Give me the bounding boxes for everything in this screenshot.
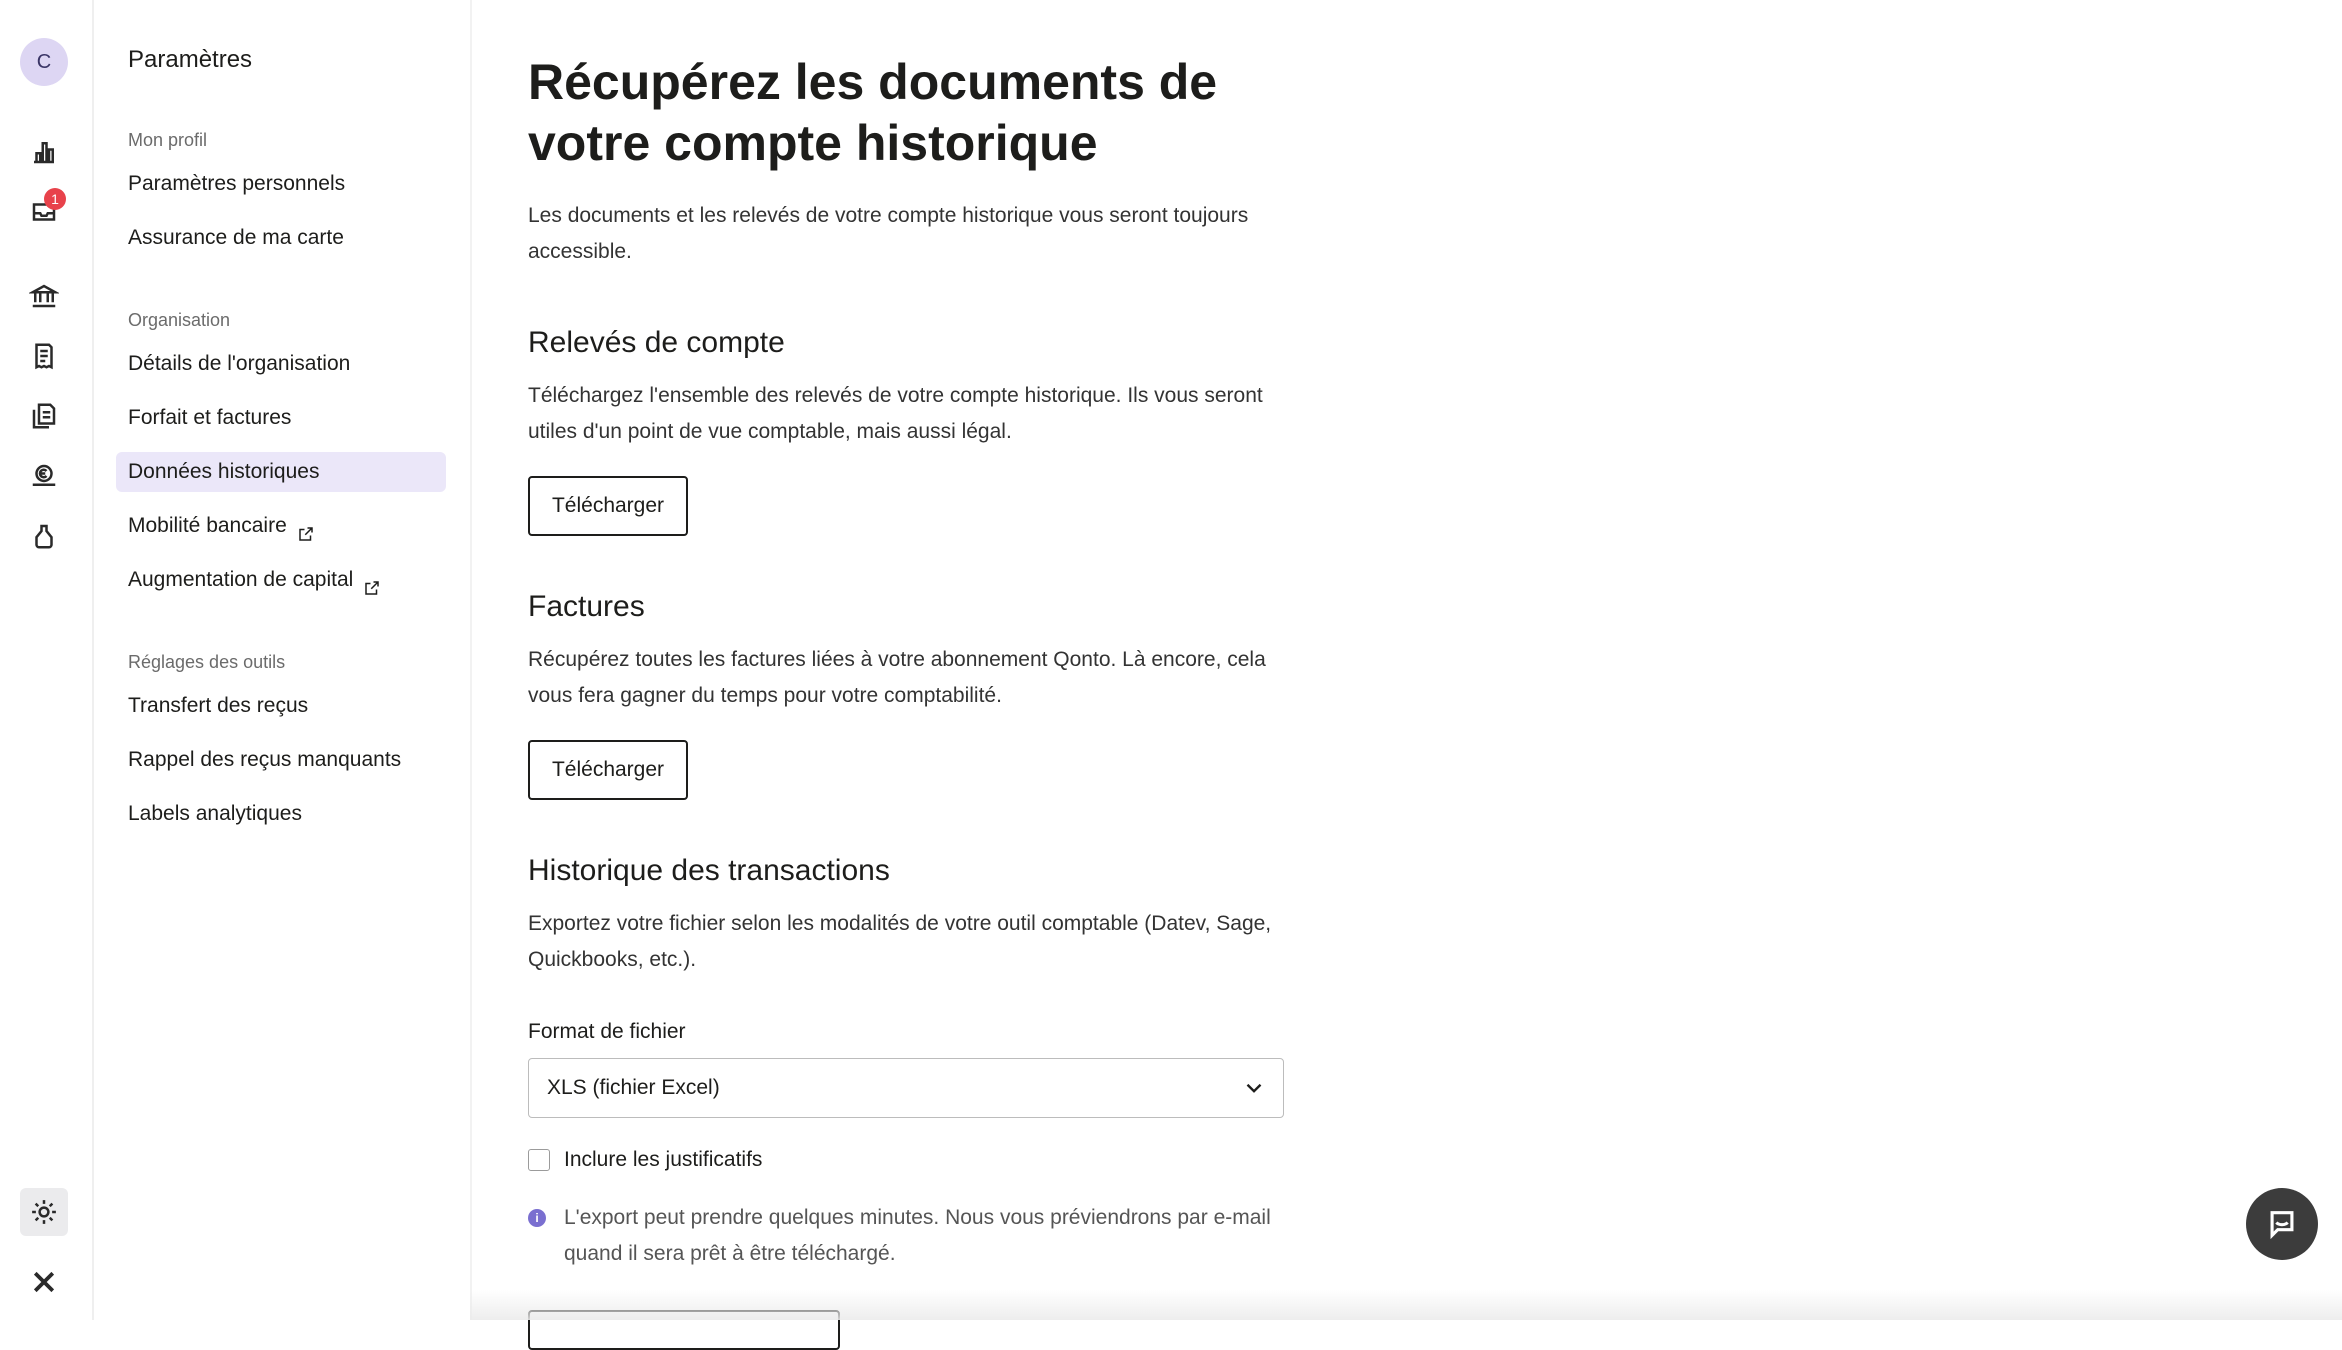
chat-launcher-button[interactable] [2246,1188,2318,1260]
bank-icon[interactable] [24,276,64,316]
transactions-title: Historique des transactions [528,854,890,887]
file-format-label: Format de fichier [528,1020,686,1043]
sidebar-item-label: Augmentation de capital [128,568,354,591]
invoices-title: Factures [528,590,645,623]
sidebar-item-bank-mobility[interactable] [116,506,422,546]
scroll-fade [470,1290,2342,1320]
avatar[interactable]: C [20,38,68,86]
sidebar-item-personal-settings[interactable]: Paramètres personnels [128,172,346,195]
sidebar-title: Paramètres [128,46,253,73]
sidebar-item-historical-data[interactable]: Données historiques [116,452,446,492]
sidebar-item-missing-receipts-reminder[interactable]: Rappel des reçus manquants [128,748,402,771]
euro-hand-icon[interactable] [24,456,64,496]
sidebar-item-label: Mobilité bancaire [128,514,287,537]
file-format-select[interactable] [528,1058,1284,1118]
section-label-tools: Réglages des outils [128,652,286,672]
sidebar-item-plan-invoices[interactable]: Forfait et factures [128,406,292,429]
invoice-icon[interactable] [24,336,64,376]
download-statements-button[interactable]: Télécharger [528,476,688,536]
page-title: Récupérez les documents de votre compte historique [528,54,1218,171]
section-label-profile: Mon profil [128,130,208,150]
include-receipts-checkbox[interactable] [528,1149,550,1171]
statements-title: Relevés de compte [528,326,785,359]
external-link-icon [363,571,381,589]
gear-icon[interactable] [20,1188,68,1236]
section-label-organisation: Organisation [128,310,231,330]
icon-rail [0,0,94,1320]
external-link-icon [297,517,315,535]
intro-text: Les documents et les relevés de votre compte historique vous seront toujours accessible. [528,204,1249,263]
sidebar-item-card-insurance[interactable]: Assurance de ma carte [128,226,344,249]
settings-sidebar [94,0,472,1320]
chart-icon[interactable] [24,132,64,172]
invoices-text: Récupérez toutes les factures liées à votre abonnement Qonto. Là encore, cela vous fera gagner du temps pour votre comptabilité. [528,648,1266,707]
documents-icon[interactable] [24,396,64,436]
download-invoices-button[interactable]: Télécharger [528,740,688,800]
statements-text: Téléchargez l'ensemble des relevés de votre compte historique. Ils vous seront utiles d'un point de vue comptable, mais aussi légal. [528,384,1263,443]
qonto-logo-icon[interactable] [24,1262,64,1302]
pot-icon[interactable] [24,516,64,556]
chat-icon [2265,1207,2299,1241]
file-format-value: XLS (fichier Excel) [547,1076,720,1099]
sidebar-item-analytic-labels[interactable]: Labels analytiques [128,802,302,825]
export-info-text: L'export peut prendre quelques minutes. Nous vous préviendrons par e-mail quand il sera prêt à être téléchargé. [564,1206,1271,1265]
info-icon: i [528,1209,546,1227]
transactions-text: Exportez votre fichier selon les modalités de votre outil comptable (Datev, Sage, Quickbooks, etc.). [528,912,1272,971]
sidebar-item-capital-increase[interactable] [116,560,422,600]
include-receipts-label: Inclure les justificatifs [564,1148,763,1171]
chevron-down-icon [1241,1075,1267,1101]
include-receipts-row[interactable] [528,1148,762,1172]
sidebar-item-receipt-transfer[interactable]: Transfert des reçus [128,694,309,717]
sidebar-item-organisation-details[interactable]: Détails de l'organisation [128,352,351,375]
inbox-badge: 1 [44,188,66,210]
